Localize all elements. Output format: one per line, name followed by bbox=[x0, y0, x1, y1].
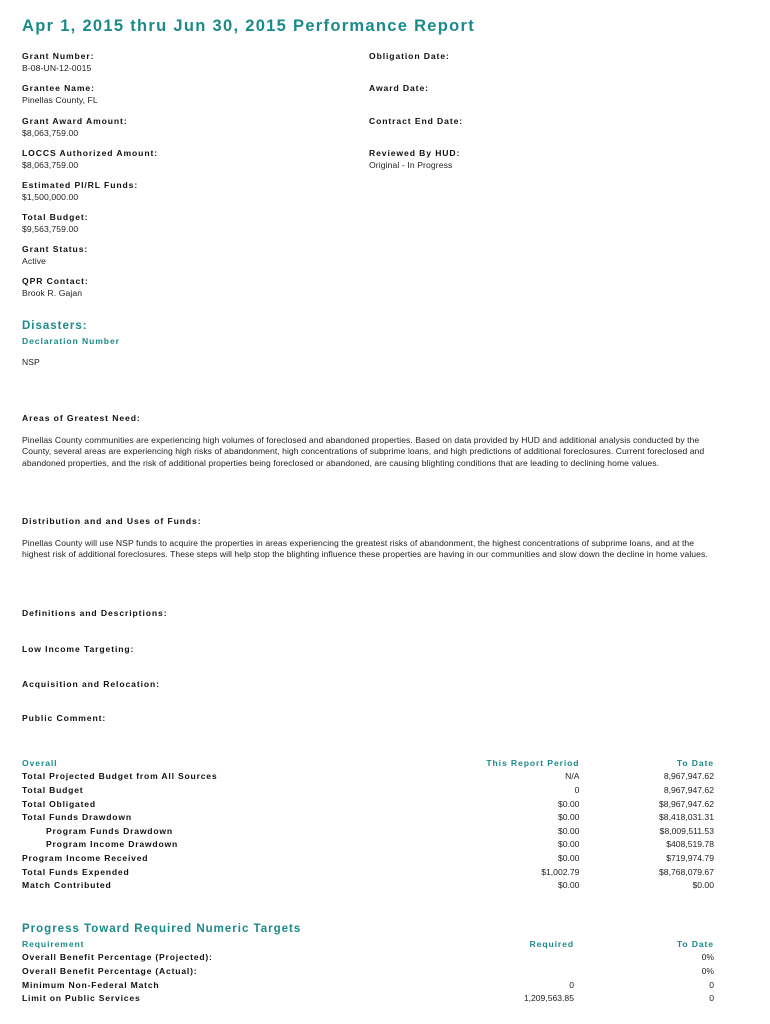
field-label: Obligation Date: bbox=[369, 51, 450, 61]
field-value: B-08-UN-12-0015 bbox=[22, 63, 92, 73]
low-income-heading: Low Income Targeting: bbox=[22, 644, 135, 654]
row-period-value: $0.00 bbox=[557, 825, 580, 836]
field-label: Grant Award Amount: bbox=[22, 116, 128, 126]
field-label: Contract End Date: bbox=[369, 116, 464, 126]
row-period-value: $0.00 bbox=[557, 839, 580, 850]
report-title: Apr 1, 2015 thru Jun 30, 2015 Performance Report bbox=[22, 17, 476, 35]
this-period-header: This Report Period bbox=[486, 757, 580, 768]
table-row bbox=[22, 770, 714, 784]
row-required-value: 1,209,563.85 bbox=[523, 993, 574, 1004]
row-to-date-value: 0 bbox=[709, 993, 714, 1004]
row-label: Total Budget bbox=[22, 784, 84, 795]
field-value: Original - In Progress bbox=[369, 160, 453, 170]
row-to-date-value: 0% bbox=[701, 952, 714, 963]
table-row bbox=[22, 964, 714, 978]
row-to-date-value: $8,967,947.62 bbox=[659, 798, 714, 809]
row-label: Total Obligated bbox=[22, 798, 96, 809]
row-label: Minimum Non-Federal Match bbox=[22, 979, 160, 990]
field-loccs-authorized-amount bbox=[22, 148, 158, 170]
row-required-value: 0 bbox=[569, 979, 574, 990]
field-label: Award Date: bbox=[369, 83, 429, 93]
public-comment-heading: Public Comment: bbox=[22, 713, 107, 723]
table-row bbox=[22, 978, 714, 992]
row-period-value: $0.00 bbox=[557, 852, 580, 863]
field-value: $8,063,759.00 bbox=[22, 160, 79, 170]
field-value: $9,563,759.00 bbox=[22, 224, 79, 234]
table-row bbox=[22, 810, 714, 824]
field-value: $8,063,759.00 bbox=[22, 128, 79, 138]
table-row bbox=[22, 991, 714, 1005]
field-label: Grantee Name: bbox=[22, 83, 95, 93]
row-label: Overall Benefit Percentage (Projected): bbox=[22, 952, 213, 963]
field-total-budget bbox=[22, 212, 88, 234]
field-label: QPR Contact: bbox=[22, 276, 89, 286]
table-row bbox=[22, 838, 714, 852]
row-to-date-value: 0 bbox=[709, 979, 714, 990]
field-reviewed-by-hud bbox=[369, 148, 460, 170]
acquisition-heading: Acquisition and Relocation: bbox=[22, 679, 160, 689]
progress-table bbox=[22, 937, 714, 1005]
row-label: Match Contributed bbox=[22, 880, 112, 891]
field-label: Grant Status: bbox=[22, 244, 89, 254]
declaration-number-value: NSP bbox=[22, 357, 40, 367]
table-row bbox=[22, 878, 714, 892]
table-header-row bbox=[22, 937, 714, 951]
row-to-date-value: $408,519.78 bbox=[666, 839, 714, 850]
areas-heading: Areas of Greatest Need: bbox=[22, 413, 141, 423]
row-to-date-value: 0% bbox=[701, 965, 714, 976]
row-to-date-value: $8,768,079.67 bbox=[659, 866, 714, 877]
field-value: $1,500,000.00 bbox=[22, 192, 79, 202]
row-to-date-value: 8,967,947.62 bbox=[663, 771, 714, 782]
to-date-header: To Date bbox=[676, 757, 714, 768]
row-label: Limit on Public Services bbox=[22, 993, 141, 1004]
table-row bbox=[22, 865, 714, 879]
row-required-value bbox=[462, 964, 574, 978]
disasters-heading: Disasters: bbox=[22, 320, 88, 332]
field-qpr-contact bbox=[22, 276, 89, 298]
row-period-value: $0.00 bbox=[557, 798, 580, 809]
row-label: Total Funds Drawdown bbox=[22, 812, 132, 823]
row-label: Program Income Drawdown bbox=[46, 839, 179, 850]
field-label: Total Budget: bbox=[22, 212, 89, 222]
row-period-value: N/A bbox=[565, 771, 580, 782]
declaration-number-header: Declaration Number bbox=[22, 336, 120, 346]
field-label: Estimated PI/RL Funds: bbox=[22, 180, 139, 190]
field-grant-status bbox=[22, 244, 88, 266]
field-label: LOCCS Authorized Amount: bbox=[22, 148, 159, 158]
requirement-header: Requirement bbox=[22, 938, 85, 949]
field-value: Brook R. Gajan bbox=[22, 288, 83, 298]
row-label: Program Funds Drawdown bbox=[46, 825, 173, 836]
row-period-value: 0 bbox=[574, 784, 580, 795]
row-to-date-value: $0.00 bbox=[692, 880, 714, 891]
table-row bbox=[22, 851, 714, 865]
table-row bbox=[22, 951, 714, 965]
table-header-row bbox=[22, 756, 714, 770]
table-row bbox=[22, 797, 714, 811]
field-label: Grant Number: bbox=[22, 51, 95, 61]
row-to-date-value: $8,009,511.53 bbox=[659, 825, 714, 836]
distribution-heading: Distribution and and Uses of Funds: bbox=[22, 516, 202, 526]
table-row bbox=[22, 824, 714, 838]
to-date-header: To Date bbox=[676, 938, 714, 949]
row-label: Total Funds Expended bbox=[22, 866, 130, 877]
row-label: Total Projected Budget from All Sources bbox=[22, 771, 218, 782]
field-estimated-pi-rl-funds bbox=[22, 180, 138, 202]
areas-text: Pinellas County communities are experiencing high volumes of foreclosed and abandoned properties. Based on data provided by HUD and additional analysis conducted by the County, several areas are experiencing high risks of abandonment, high concentrations of subprime loans, and high predictions of additional foreclosures. Current foreclosed and abandoned properties, and the risk of additional properties being foreclosed or abandoned, are causing blighting conditions that are leading to declining home values. bbox=[22, 435, 705, 468]
overall-table bbox=[22, 756, 714, 892]
field-award-date bbox=[369, 83, 429, 95]
progress-heading: Progress Toward Required Numeric Targets bbox=[22, 923, 302, 935]
distribution-text: Pinellas County will use NSP funds to acquire the properties in areas experiencing the greatest risks of abandonment, the highest concentrations of subprime loans, and at the highest risk of additional foreclosures. These steps will help stop the blighting influence these properties are having in our communities and slow down the decline in home values. bbox=[22, 538, 708, 560]
field-grantee-name bbox=[22, 83, 98, 105]
table-row bbox=[22, 783, 714, 797]
row-period-value: $0.00 bbox=[557, 812, 580, 823]
required-header: Required bbox=[529, 938, 574, 949]
row-to-date-value: $8,418,031.31 bbox=[659, 812, 714, 823]
row-label: Overall Benefit Percentage (Actual): bbox=[22, 965, 198, 976]
field-value: Active bbox=[22, 256, 47, 266]
overall-header: Overall bbox=[22, 757, 58, 768]
row-to-date-value: $719,974.79 bbox=[666, 852, 714, 863]
row-required-value bbox=[462, 951, 574, 965]
definitions-heading: Definitions and Descriptions: bbox=[22, 608, 168, 618]
field-obligation-date bbox=[369, 51, 450, 63]
field-value: Pinellas County, FL bbox=[22, 95, 98, 105]
row-label: Program Income Received bbox=[22, 852, 149, 863]
row-period-value: $1,002.79 bbox=[541, 866, 580, 877]
row-period-value: $0.00 bbox=[557, 880, 580, 891]
field-label: Reviewed By HUD: bbox=[369, 148, 461, 158]
field-contract-end-date bbox=[369, 116, 463, 128]
field-grant-number bbox=[22, 51, 94, 73]
field-grant-award-amount bbox=[22, 116, 128, 138]
row-to-date-value: 8,967,947.62 bbox=[663, 784, 714, 795]
